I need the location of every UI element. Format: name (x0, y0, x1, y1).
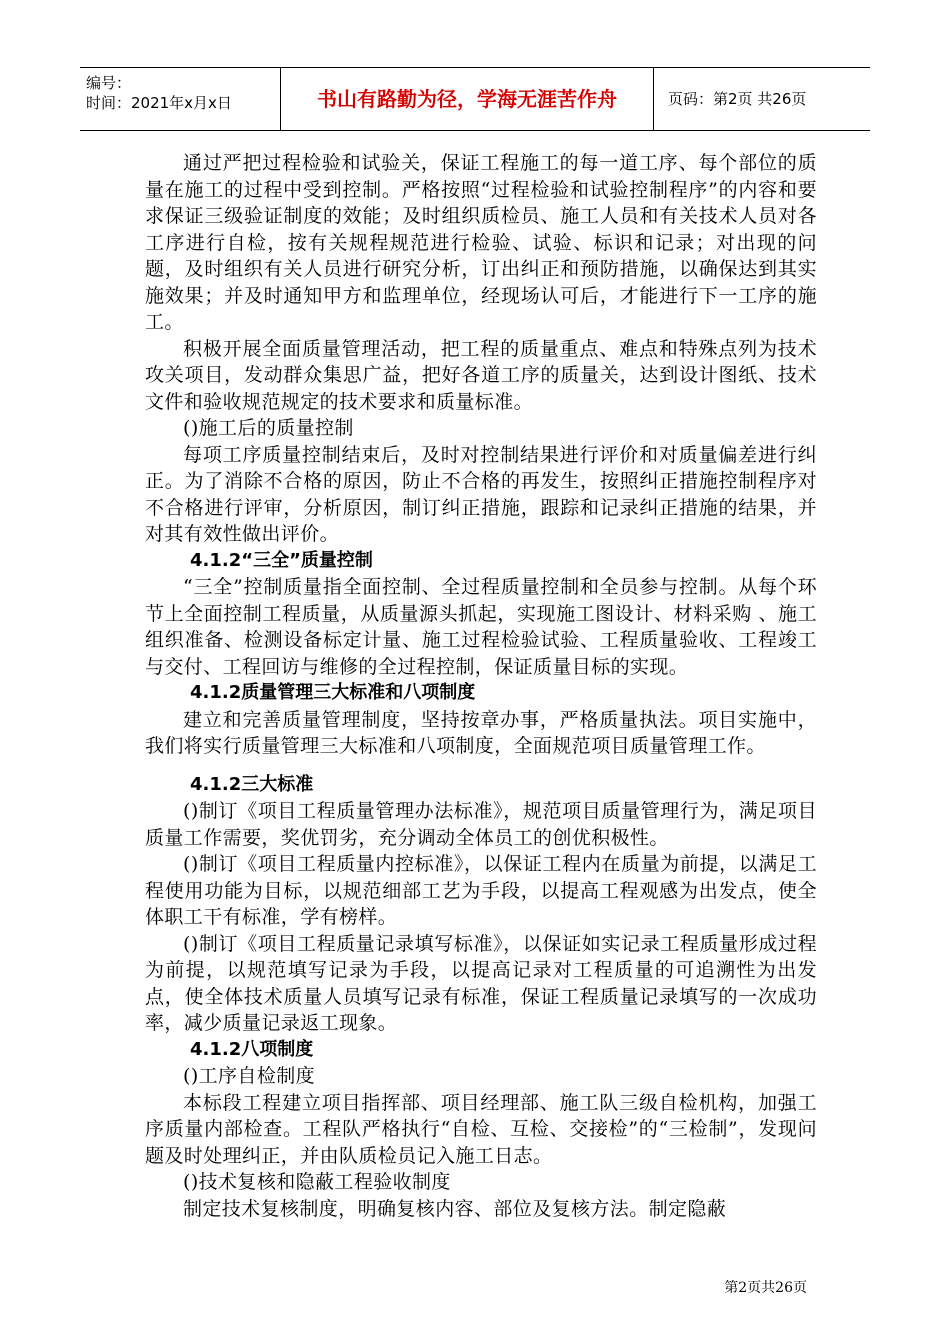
page-footer: 第2页共26页 (724, 1280, 807, 1296)
paragraph: 通过严把过程检验和试验关，保证工程施工的每一道工序、每个部位的质量在施工的过程中受到控制。严格按照“过程检验和试验控制程序”的内容和要求保证三级验证制度的效能；及时组织质检员、施工人员和有关技术人员对各工序进行自检，按有关规程规范进行检验、试验、标识和记录；对出现的问题，及时组织有关人员进行研究分析，订出纠正和预防措施，以确保达到其实施效果；并及时通知甲方和监理单位，经现场认可后，才能进行下一工序的施工。 (145, 152, 817, 333)
section-heading: 4.1.2“三全”质量控制 (190, 549, 373, 571)
number-label: 编号： (86, 74, 132, 92)
paragraph: 本标段工程建立项目指挥部、项目经理部、施工队三级自检机构，加强工序质量内部检查。工程队严格执行“自检、互检、交接检”的“三检制”，发现问题及时处理纠正，并由队质检员记入施工日志。 (145, 1091, 817, 1167)
section-heading: 4.1.2八项制度 (190, 1038, 314, 1060)
page-header (80, 67, 870, 131)
header-motto: 书山有路勤为径，学海无涯苦作舟 (280, 68, 654, 130)
header-page-number: 页码：第2页 共26页 (668, 90, 807, 108)
section-heading: 4.1.2质量管理三大标准和八项制度 (190, 682, 476, 703)
paragraph: ()施工后的质量控制 (183, 417, 354, 439)
paragraph: 积极开展全面质量管理活动，把工程的质量重点、难点和特殊点列为技术攻关项目，发动群众集思广益，把好各道工序的质量关，达到设计图纸、技术文件和验收规范规定的技术要求和质量标准。 (145, 337, 817, 413)
paragraph: “三全”控制质量指全面控制、全过程质量控制和全员参与控制。从每个环节上全面控制工程质量，从质量源头抓起，实现施工图设计、材料采购 、施工组织准备、检测设备标定计量、施工过程检验试验、工程质量验收、工程竣工与交付、工程回访与维修的全过程控制，保证质量目标的实现。 (145, 576, 817, 678)
paragraph: 建立和完善质量管理制度，坚持按章办事，严格质量执法。项目实施中，我们将实行质量管理三大标准和八项制度，全面规范项目质量管理工作。 (145, 708, 817, 757)
paragraph: ()制订《项目工程质量内控标准》，以保证工程内在质量为前提，以满足工程使用功能为目标，以规范细部工艺为手段，以提高工程观感为出发点，使全体职工干有标准，学有榜样。 (145, 853, 817, 928)
document-body (145, 150, 817, 1222)
header-meta (80, 68, 280, 130)
paragraph: 制定技术复核制度，明确复核内容、部位及复核方法。制定隐蔽 (183, 1197, 727, 1220)
paragraph: ()工序自检制度 (183, 1065, 316, 1087)
paragraph: ()技术复核和隐蔽工程验收制度 (183, 1171, 451, 1193)
section-heading: 4.1.2三大标准 (190, 773, 314, 795)
paragraph: ()制订《项目工程质量记录填写标准》，以保证如实记录工程质量形成过程为前提，以规范填写记录为手段，以提高记录对工程质量的可追溯性为出发点，使全体技术质量人员填写记录有标准，保证工程质量记录填写的一次成功率，减少质量记录返工现象。 (145, 932, 817, 1034)
date-label: 时间：2021年x月x日 (86, 94, 232, 112)
paragraph: ()制订《项目工程质量管理办法标准》，规范项目质量管理行为，满足项目质量工作需要，奖优罚劣，充分调动全体员工的创优积极性。 (145, 800, 817, 849)
paragraph: 每项工序质量控制结束后，及时对控制结果进行评价和对质量偏差进行纠正。为了消除不合格的原因，防止不合格的再发生，按照纠正措施控制程序对不合格进行评审，分析原因，制订纠正措施，跟踪和记录纠正措施的结果，并对其有效性做出评价。 (145, 443, 817, 545)
